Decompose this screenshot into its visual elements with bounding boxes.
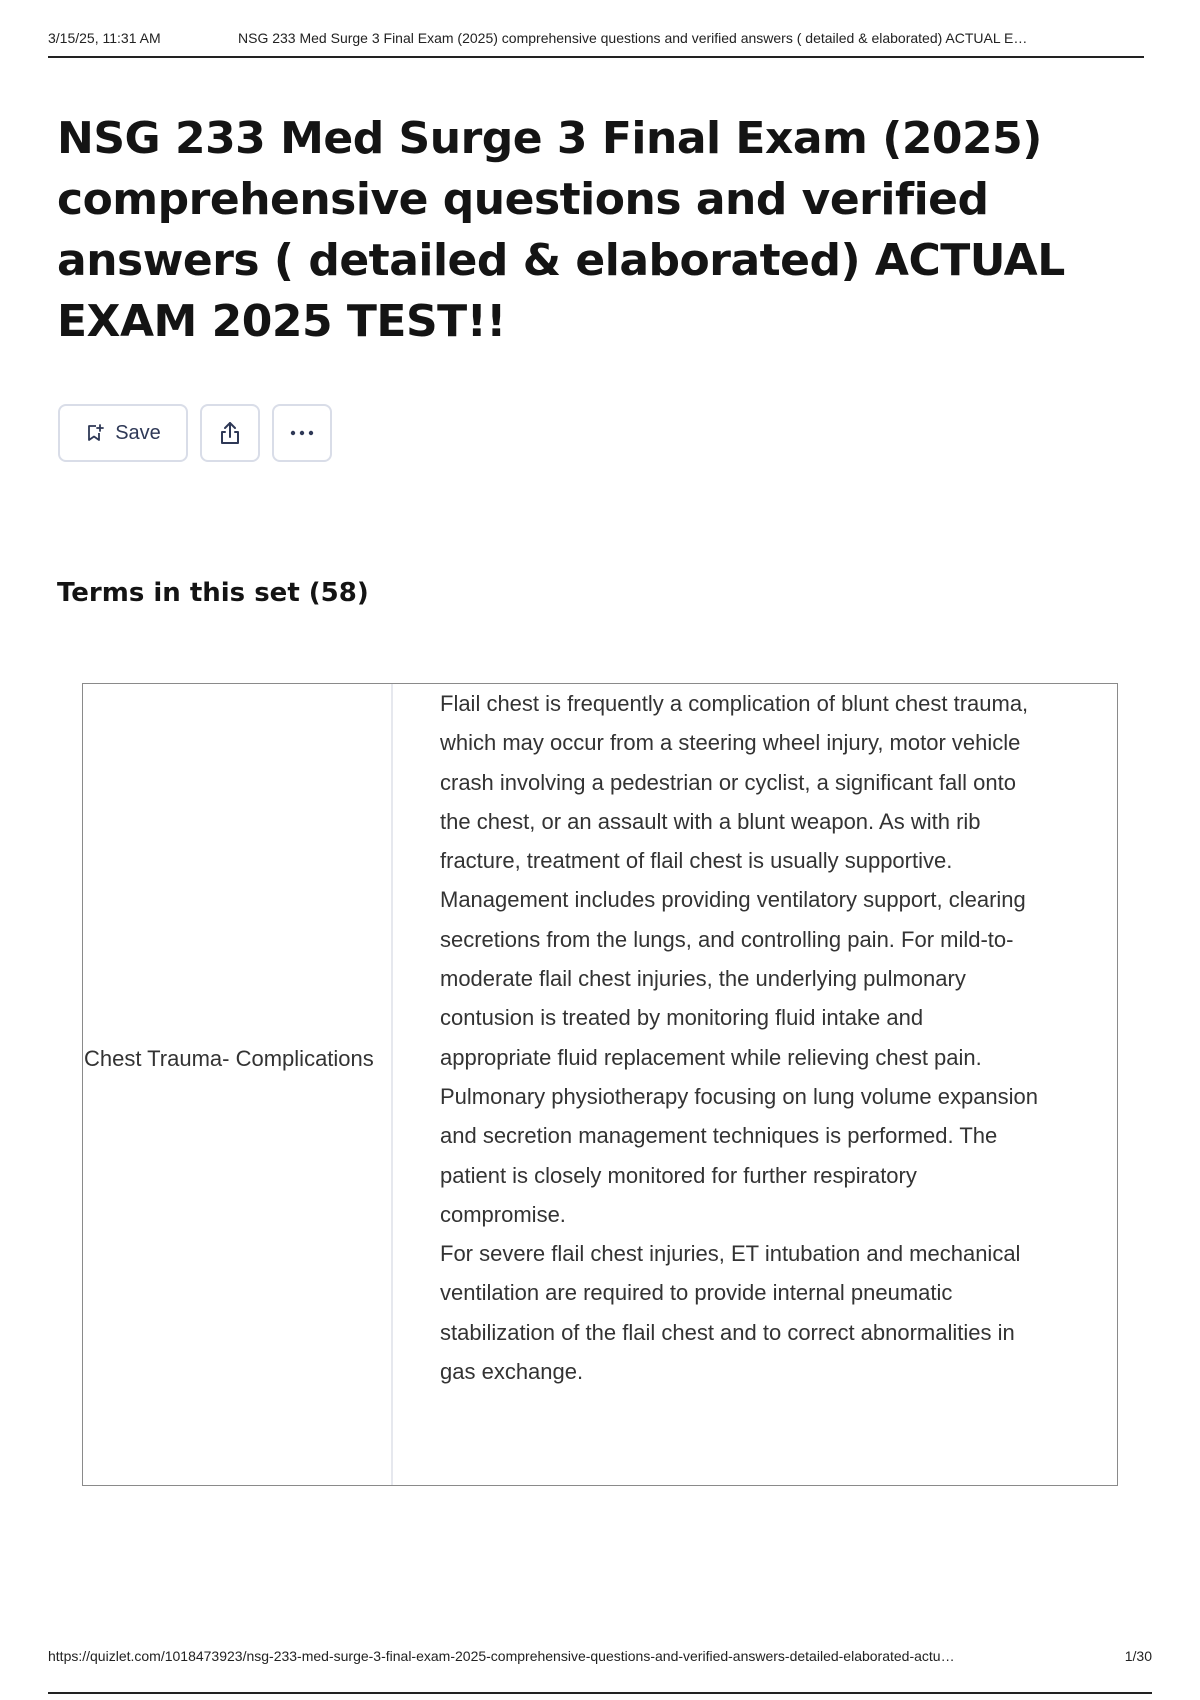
term-card bbox=[82, 683, 1118, 1486]
more-options-button[interactable] bbox=[272, 404, 332, 462]
share-icon bbox=[216, 419, 244, 447]
term-text: Chest Trauma- Complications bbox=[84, 1046, 374, 1071]
more-horizontal-icon bbox=[288, 429, 316, 437]
definition-paragraph: Flail chest is frequently a complication of blunt chest trauma, which may occur from a steering wheel injury, motor vehicle crash involving a pedestrian or cyclist, a significant fall onto the chest, or an assault with a blunt weapon. As with rib fracture, treatment of flail chest is usually supportive. Management includes providing ventilatory support, clearing secretions from the lungs, and controlling pain. For mild-to-moderate flail chest injuries, the underlying pulmonary contusion is treated by monitoring fluid intake and appropriate fluid replacement while relieving chest pain. Pulmonary physiotherapy focusing on lung volume expansion and secretion management techniques is performed. The patient is closely monitored for further respiratory compromise. bbox=[440, 691, 1039, 1227]
terms-heading: Terms in this set (58) bbox=[57, 578, 369, 608]
print-header bbox=[48, 28, 1144, 58]
print-footer bbox=[48, 1648, 1152, 1694]
page-title: NSG 233 Med Surge 3 Final Exam (2025) comprehensive questions and verified answers ( detailed & elaborated) ACTUAL EXAM 2025 TEST!! bbox=[57, 113, 1065, 347]
bookmark-add-icon bbox=[85, 423, 105, 443]
print-page-number: 1/30 bbox=[1124, 1648, 1152, 1664]
print-datetime: 3/15/25, 11:31 AM bbox=[48, 30, 161, 46]
definition-text bbox=[440, 684, 1040, 1391]
print-doc-title: NSG 233 Med Surge 3 Final Exam (2025) comprehensive questions and verified answers ( detailed & elaborated) ACTUAL E… bbox=[238, 30, 1028, 46]
term-card-divider bbox=[391, 684, 393, 1485]
set-actions-toolbar bbox=[58, 404, 332, 464]
save-button[interactable] bbox=[58, 404, 188, 462]
definition-paragraph: For severe flail chest injuries, ET intubation and mechanical ventilation are required to provide internal pneumatic stabilization of the flail chest and to correct abnormalities in gas exchange. bbox=[440, 1241, 1021, 1385]
print-url: https://quizlet.com/1018473923/nsg-233-med-surge-3-final-exam-2025-comprehensive-questions-and-verified-answers-detailed-elaborated-actu… bbox=[48, 1648, 955, 1664]
share-button[interactable] bbox=[200, 404, 260, 462]
save-button-label: Save bbox=[115, 421, 161, 444]
